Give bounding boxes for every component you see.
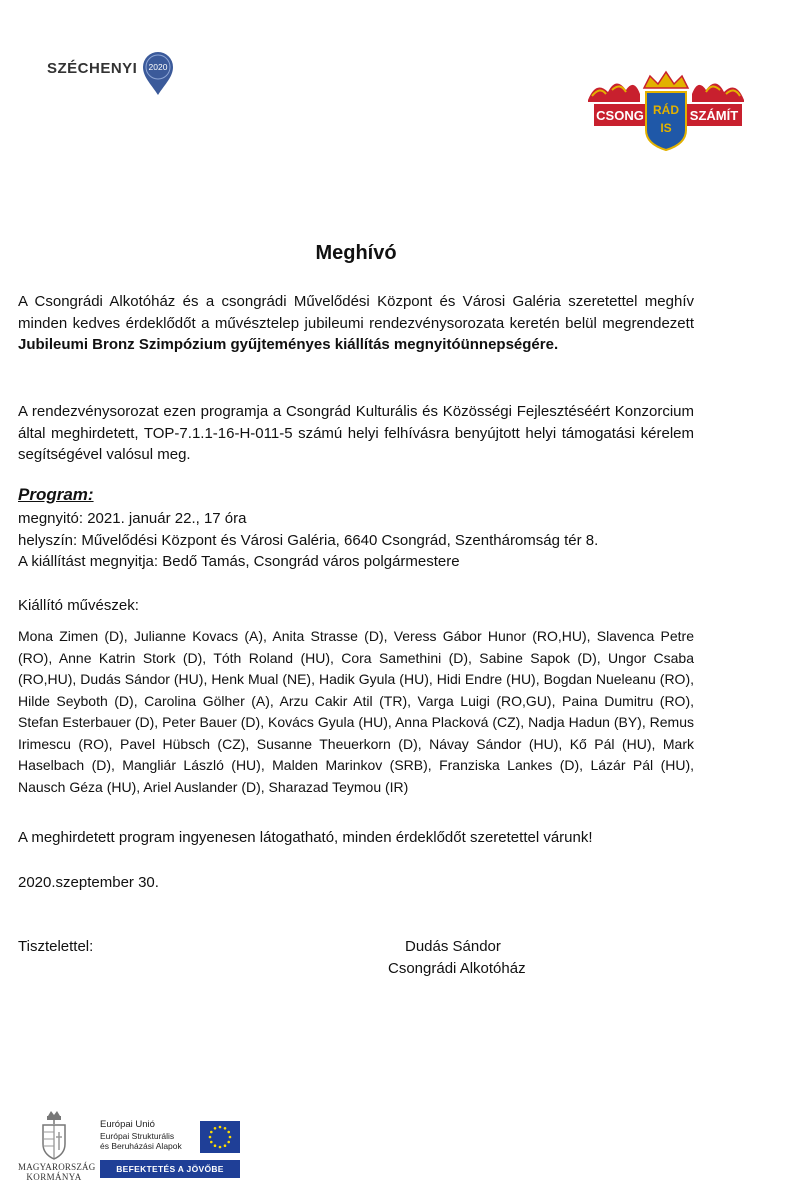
signer-name: Dudás Sándor [405,938,501,955]
page-title: Meghívó [315,242,397,264]
eu-line2: és Beruházási Alapok [100,1141,182,1151]
logo-text-left: CSONG [596,108,644,123]
artists-list: Mona Zimen (D), Julianne Kovacs (A), Anita Strasse (D), Veress Gábor Hunor (RO,HU), Slavenca Petre (RO), Anne Katrin Stork (D), Tóth Roland (HU), Cora Samethini (D), Sabine Sapok (D), Ungor Csaba (RO,HU), Dudás Sándor (HU), Henk Mual (NE), Hadik Gyula (HU), Hidi Endre (HU), Bogdan Nueleanu (RO), Hilde Seyboth (D), Carolina Gölher (A), Arzu Cakir Atil (TR), Varga Luigi (RO,GU), Paina Dumitru (RO), Stefan Esterbauer (D), Peter Bauer (D), Kovács Gyula (HU), Anna Placková (CZ), Nadja Hadun (BY), Remus Irimescu (RO), Pavel Hübsch (CZ), Susanne Theuerkorn (D), Návay Sándor (HU), Kő Pál (HU), Mark Haselbach (D), Mangliár László (HU), Malden Marinkov (SRB), Franziska Lankes (D), Lázár Pál (HU), Nausch Géza (HU), Ariel Auslander (D), Sharazad Teymou (IR) [18,628,694,795]
logo-text-center-bottom: IS [660,121,672,135]
government-label-line2: KORMÁNYA [26,1172,82,1182]
intro-paragraph [18,291,694,356]
hungarian-coat-of-arms-icon [40,1110,68,1160]
eu-text-block [100,1120,198,1152]
signer-organization: Csongrádi Alkotóház [388,960,526,977]
salutation: Tisztelettel: [18,938,94,955]
logo-text-right: SZÁMÍT [689,108,739,123]
szechenyi-2020-logo [45,50,175,96]
government-label-line1: MAGYARORSZÁG [18,1162,96,1172]
program-opener: A kiállítást megnyitja: Bedő Tamás, Csongrád város polgármestere [18,553,460,570]
szechenyi-wordmark: SZÉCHENYI [47,60,138,77]
program-venue: helyszín: Művelődési Központ és Városi Galéria, 6640 Csongrád, Szentháromság tér 8. [18,532,599,549]
intro-text: A Csongrádi Alkotóház és a csongrádi Művelődési Központ és Városi Galéria szeretettel meghív minden kedves érdeklődőt a művésztelep jubileumi rendezvénysorozata keretén belül megrendezett [18,293,694,332]
csongrad-is-szamit-logo [578,70,754,152]
eu-line1: Európai Strukturális [100,1130,175,1141]
free-entry-note: A meghirdetett program ingyenesen látogatható, minden érdeklődőt szeretettel várunk! [18,829,593,846]
eu-title: Európai Unió [100,1119,155,1130]
logo-text-center-top: RÁD [653,103,679,117]
funding-paragraph: A rendezvénysorozat ezen programja a Csongrád Kulturális és Közösségi Fejlesztéséért Konzorcium által meghirdetett, TOP-7.1.1-16-H-011-5 számú helyi felhívásra benyújtott helyi támogatási kérelem segítségével valósul meg. [18,403,694,463]
program-opening: megnyitó: 2021. január 22., 17 óra [18,510,247,527]
program-heading: Program: [18,485,94,504]
szechenyi-year: 2020 [148,62,168,72]
intro-event-name: Jubileumi Bronz Szimpózium gyűjteményes kiállítás megnyitóünnepségére. [18,336,559,353]
eu-flag-icon [200,1121,240,1153]
artists-heading: Kiállító művészek: [18,597,139,614]
eu-funding-logo [100,1120,240,1182]
letter-date: 2020.szeptember 30. [18,874,159,891]
map-pin-icon [141,50,175,96]
eu-slogan-band: BEFEKTETÉS A JÖVŐBE [100,1160,240,1178]
